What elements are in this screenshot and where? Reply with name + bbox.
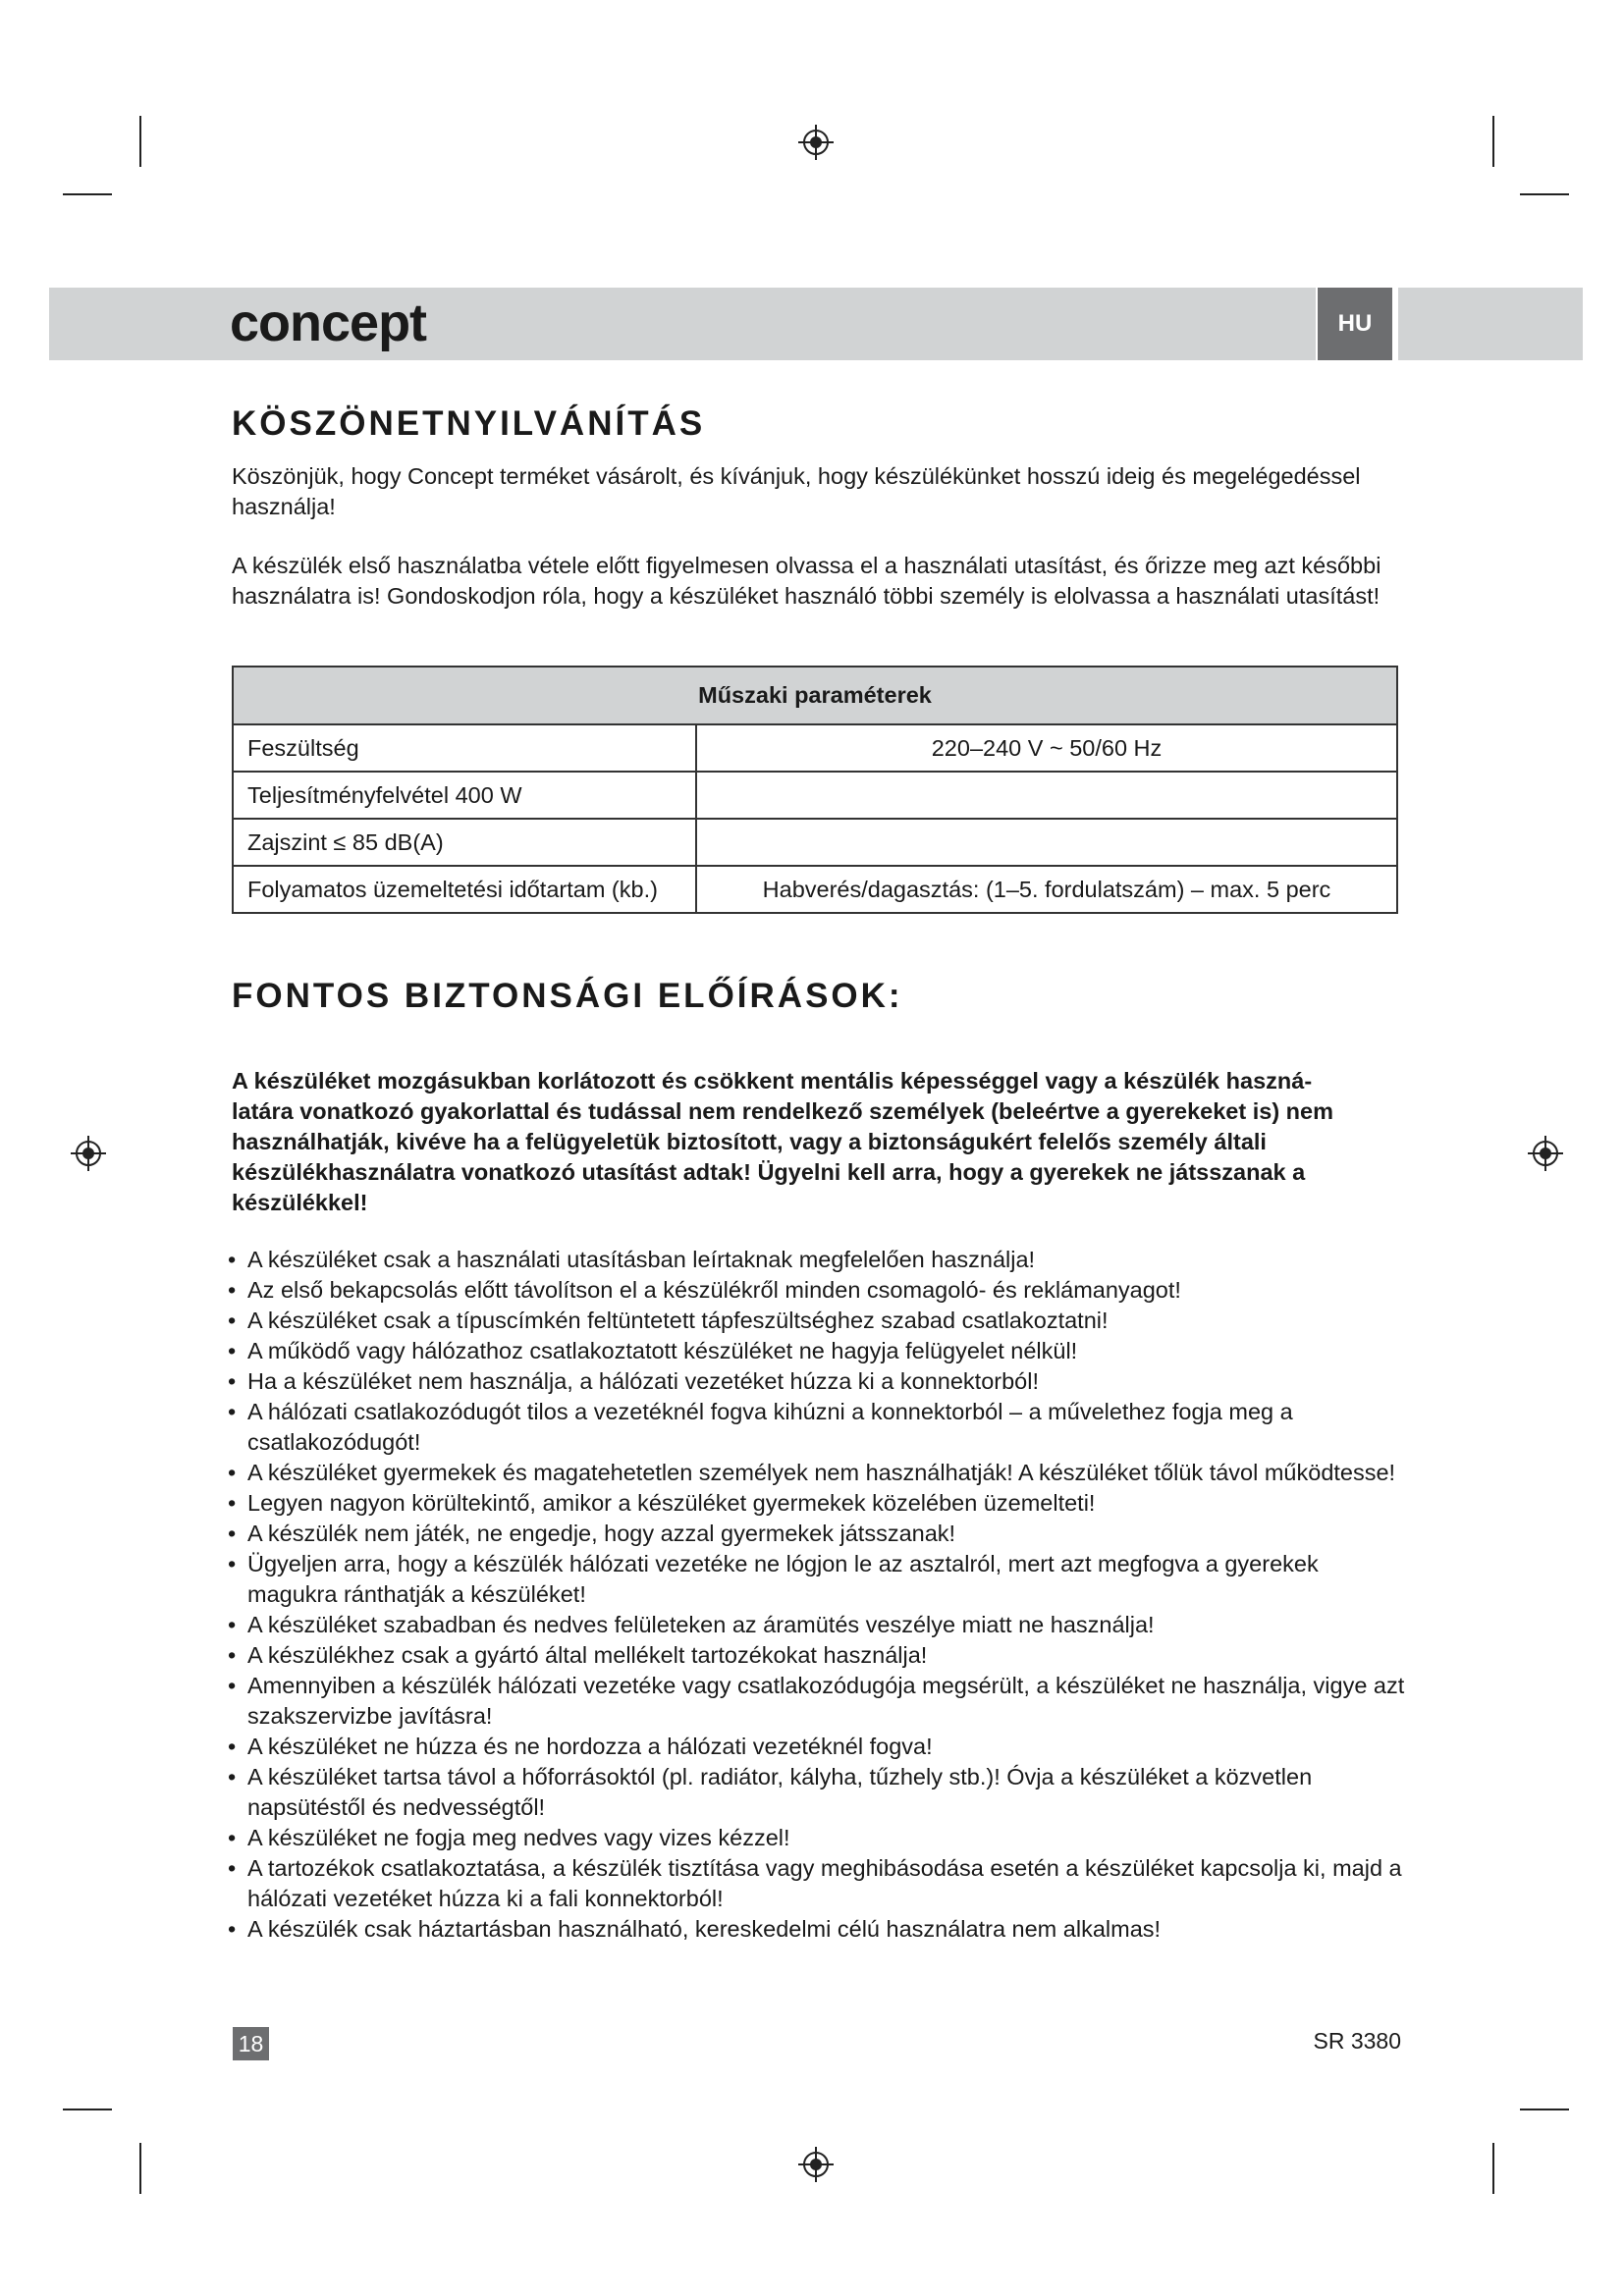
list-item: • A tartozékok csatlakoztatása, a készülék tisztítása vagy meghibásodása esetén a készüléket kapcsolja ki, majd a hálózati vezetéket húzza ki a fali konnektorból! bbox=[228, 1855, 1402, 1911]
section-title-thanks: KÖSZÖNETNYILVÁNÍTÁS bbox=[232, 404, 706, 443]
list-item: • Ha a készüléket nem használja, a hálózati vezetéket húzza ki a konnektorból! bbox=[228, 1366, 1406, 1397]
header-band-right bbox=[1398, 288, 1583, 360]
bullet-icon: • bbox=[228, 1673, 237, 1698]
technical-parameters-table bbox=[232, 666, 1398, 914]
registration-mark-icon bbox=[796, 123, 836, 162]
bullet-icon: • bbox=[228, 1308, 237, 1333]
crop-mark bbox=[139, 2143, 141, 2194]
crop-mark bbox=[63, 193, 112, 195]
bullet-icon: • bbox=[228, 1642, 237, 1668]
list-item: • A készüléket csak a típuscímkén feltüntetett tápfeszültséghez szabad csatlakoztatni! bbox=[228, 1306, 1406, 1336]
list-item: • A készülék nem játék, ne engedje, hogy azzal gyermekek játsszanak! bbox=[228, 1519, 1406, 1549]
registration-mark-icon bbox=[1526, 1134, 1565, 1173]
crop-mark bbox=[139, 116, 141, 167]
list-item: • A működő vagy hálózathoz csatlakoztatott készüléket ne hagyja felügyelet nélkül! bbox=[228, 1336, 1406, 1366]
language-badge: HU bbox=[1318, 288, 1392, 360]
crop-mark bbox=[1492, 2143, 1494, 2194]
brand-logo: concept bbox=[230, 294, 427, 352]
bullet-icon: • bbox=[228, 1612, 237, 1637]
safety-list bbox=[228, 1245, 1406, 1945]
registration-mark-icon bbox=[796, 2145, 836, 2184]
model-number: SR 3380 bbox=[1313, 2028, 1401, 2054]
bullet-icon: • bbox=[228, 1825, 237, 1850]
list-item: • A készüléket ne fogja meg nedves vagy vizes kézzel! bbox=[228, 1823, 1406, 1853]
registration-mark-icon bbox=[69, 1134, 108, 1173]
list-item: • A készüléket szabadban és nedves felületeken az áramütés veszélye miatt ne használja! bbox=[228, 1610, 1406, 1640]
list-item: • A hálózati csatlakozódugót tilos a vezetéknél fogva kihúzni a konnektorból – a művelethez fogja meg a csatlakozódugót! bbox=[228, 1399, 1293, 1455]
list-item: • A készüléket csak a használati utasításban leírtaknak megfelelően használja! bbox=[228, 1245, 1406, 1275]
bullet-icon: • bbox=[228, 1368, 237, 1394]
bullet-icon: • bbox=[228, 1764, 237, 1789]
bullet-icon: • bbox=[228, 1399, 237, 1424]
list-item: • A készüléket gyermekek és magatehetetlen személyek nem használhatják! A készüléket tőlük távol működtesse! bbox=[228, 1458, 1406, 1488]
section-title-safety: FONTOS BIZTONSÁGI ELŐÍRÁSOK: bbox=[232, 977, 903, 1015]
list-item: • Az első bekapcsolás előtt távolítson el a készülékről minden csomagoló- és reklámanyagot! bbox=[228, 1275, 1406, 1306]
safety-warning: A készüléket mozgásukban korlátozott és csökkent mentális képességgel vagy a készülék haszná-latára vonatkozó gyakorlattal és tudással nem rendelkező személyek (beleértve a gyerekeket is) nem használhatják, kivéve ha a felügyeletük biztosított, vagy a biztonságukért felelős személy általi készülékhasználatra vonatkozó utasítást adtak! Ügyelni kell arra, hogy a gyerekek ne játsszanak a készülékkel! bbox=[232, 1068, 1333, 1215]
crop-mark bbox=[63, 2109, 112, 2110]
crop-mark bbox=[1520, 2109, 1569, 2110]
bullet-icon: • bbox=[228, 1338, 237, 1363]
table-row: Zajszint ≤ 85 dB(A) bbox=[233, 819, 1397, 866]
bullet-icon: • bbox=[228, 1490, 237, 1516]
list-item: • Amennyiben a készülék hálózati vezetéke vagy csatlakozódugója megsérült, a készüléket ne használja, vigye azt szakszervizbe javításra! bbox=[228, 1673, 1405, 1729]
page-number: 18 bbox=[233, 2027, 269, 2060]
bullet-icon: • bbox=[228, 1460, 237, 1485]
bullet-icon: • bbox=[228, 1916, 237, 1942]
list-item: • A készüléket ne húzza és ne hordozza a hálózati vezetéknél fogva! bbox=[228, 1732, 1406, 1762]
list-item: • Ügyeljen arra, hogy a készülék hálózati vezetéke ne lógjon le az asztalról, mert azt megfogva a gyerekek magukra ránthatják a készüléket! bbox=[228, 1551, 1319, 1607]
table-header: Műszaki paraméterek bbox=[233, 667, 1397, 724]
table-row: Teljesítményfelvétel 400 W bbox=[233, 772, 1397, 819]
bullet-icon: • bbox=[228, 1855, 237, 1881]
table-row: Feszültség 220–240 V ~ 50/60 Hz bbox=[233, 724, 1397, 772]
crop-mark bbox=[1520, 193, 1569, 195]
list-item: • A készüléket tartsa távol a hőforrásoktól (pl. radiátor, kályha, tűzhely stb.)! Óvja a készüléket a közvetlen napsütéstől és nedvességtől! bbox=[228, 1764, 1313, 1820]
bullet-icon: • bbox=[228, 1247, 237, 1272]
bullet-icon: • bbox=[228, 1734, 237, 1759]
list-item: • Legyen nagyon körültekintő, amikor a készüléket gyermekek közelében üzemelteti! bbox=[228, 1488, 1406, 1519]
thanks-paragraph: Köszönjük, hogy Concept terméket vásárolt, és kívánjuk, hogy készülékünket hosszú ideig és megelégedéssel használja! bbox=[232, 463, 1361, 519]
list-item: • A készülékhez csak a gyártó által mellékelt tartozékokat használja! bbox=[228, 1640, 1406, 1671]
bullet-icon: • bbox=[228, 1277, 237, 1303]
bullet-icon: • bbox=[228, 1521, 237, 1546]
crop-mark bbox=[1492, 116, 1494, 167]
list-item: • A készülék csak háztartásban használható, kereskedelmi célú használatra nem alkalmas! bbox=[228, 1914, 1406, 1945]
table-row: Folyamatos üzemeltetési időtartam (kb.) Habverés/dagasztás: (1–5. fordulatszám) – max. 5 perc bbox=[233, 866, 1397, 913]
bullet-icon: • bbox=[228, 1551, 237, 1576]
instructions-paragraph: A készülék első használatba vétele előtt figyelmesen olvassa el a használati utasítást, és őrizze meg azt későbbi használatra is! Gondoskodjon róla, hogy a készüléket használó többi személy is elolvassa a használati utasítást! bbox=[232, 553, 1381, 609]
